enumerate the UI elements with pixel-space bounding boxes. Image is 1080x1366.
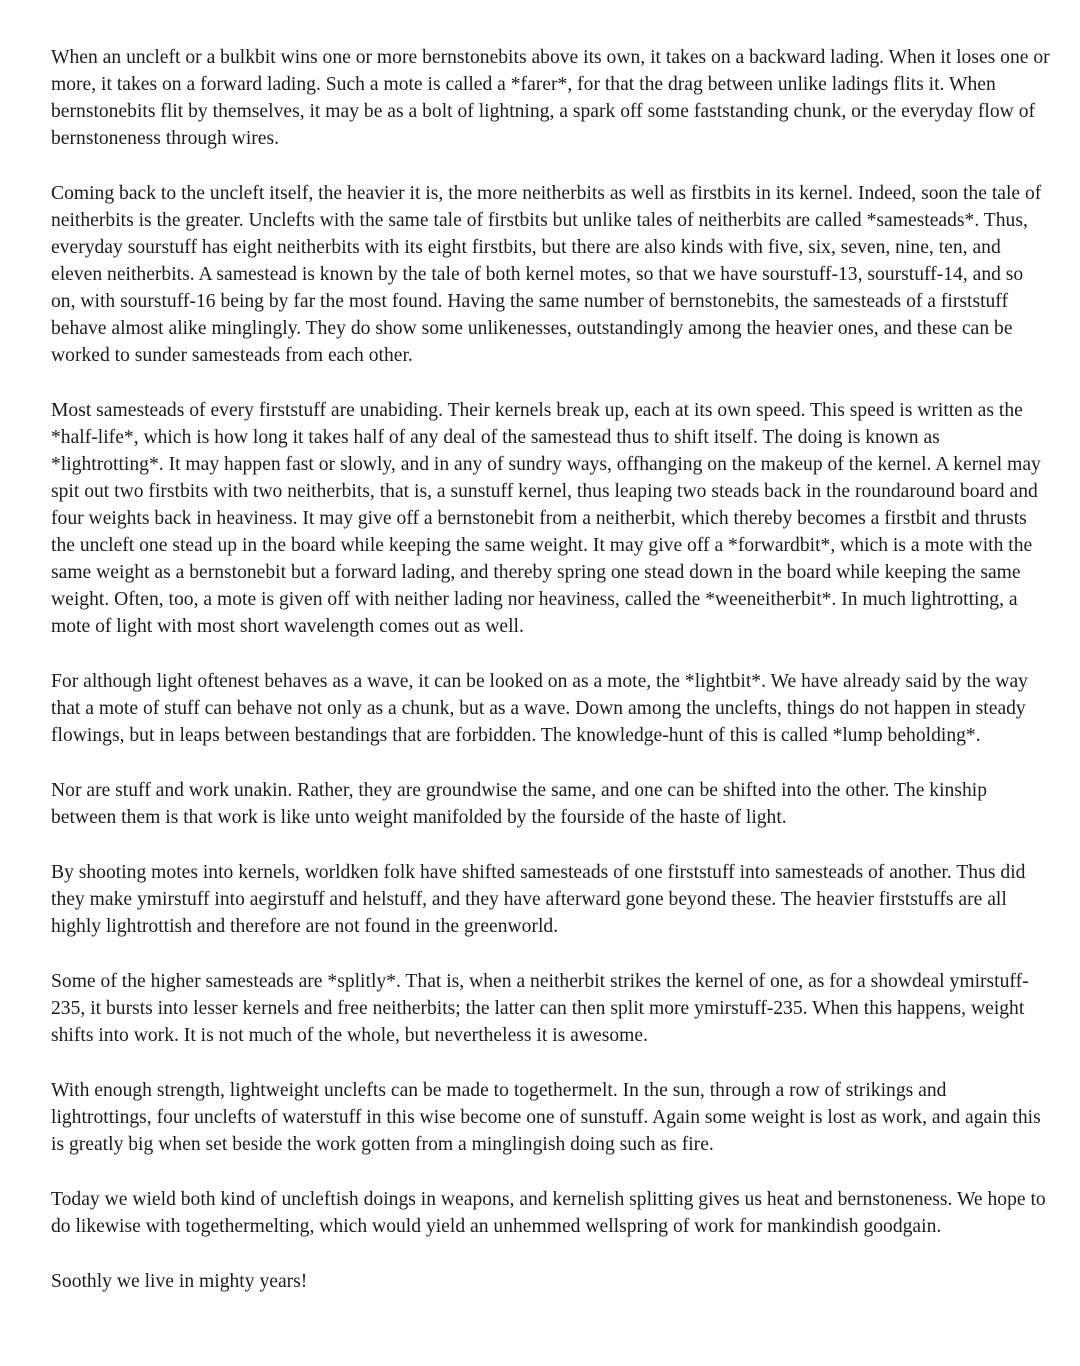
paragraph-today: Today we wield both kind of uncleftish doings in weapons, and kernelish splitting gives us heat and bernstoneness. We hope to do likewise with togethermelting, which would yield an unhemmed wellspring of work for mankindish goodgain. — [51, 1189, 1046, 1237]
paragraph-togethermelt: With enough strength, lightweight unclefts can be made to togethermelt. In the sun, through a row of strikings and lightrottings, four unclefts of waterstuff in this wise become one of sunstuff. Again some weight is lost as work, and again this is greatly big when set beside the work gotten from a minglingish doing such as fire. — [51, 1080, 1041, 1155]
paragraph-closing: Soothly we live in mighty years! — [51, 1271, 308, 1292]
paragraph-stuff-and-work: Nor are stuff and work unakin. Rather, they are groundwise the same, and one can be shifted into the other. The kinship between them is that work is like unto weight manifolded by the fourside of the haste of light. — [51, 780, 988, 828]
paragraph-splitly: Some of the higher samesteads are *splitly*. That is, when a neitherbit strikes the kernel of one, as for a showdeal ymirstuff-235, it bursts into lesser kernels and free neitherbits; the latter can then split more ymirstuff-235. When this happens, weight shifts into work. It is not much of the whole, but nevertheless it is awesome. — [51, 971, 1029, 1046]
paragraph-lightbit: For although light oftenest behaves as a wave, it can be looked on as a mote, the *lightbit*. We have already said by the way that a mote of stuff can behave not only as a chunk, but as a wave. Down among the unclefts, things do not happen in steady flowings, but in leaps between bestandings that are forbidden. The knowledge-hunt of this is called *lump beholding*. — [51, 671, 1028, 746]
document-body — [51, 44, 1051, 1323]
paragraph-lightrotting: Most samesteads of every firststuff are unabiding. Their kernels break up, each at its own speed. This speed is written as the *half-life*, which is how long it takes half of any deal of the samestead thus to shift itself. The doing is known as *lightrotting*. It may happen fast or slowly, and in any of sundry ways, offhanging on the makeup of the kernel. A kernel may spit out two firstbits with two neitherbits, that is, a sunstuff kernel, thus leaping two steads back in the roundaround board and four weights back in heaviness. It may give off a bernstonebit from a neitherbit, which thereby becomes a firstbit and thrusts the uncleft one stead up in the board while keeping the same weight. It may give off a *forwardbit*, which is a mote with the same weight as a bernstonebit but a forward lading, and thereby spring one stead down in the board while keeping the same weight. Often, too, a mote is given off with neither lading nor heaviness, called the *weeneitherbit*. In much lightrotting, a mote of light with most short wavelength comes out as well. — [51, 400, 1041, 637]
paragraph-shooting-motes: By shooting motes into kernels, worldken folk have shifted samesteads of one firststuff into samesteads of another. Thus did they make ymirstuff into aegirstuff and helstuff, and they have afterward gone beyond these. The heavier firststuffs are all highly lightrottish and therefore are not found in the greenworld. — [51, 862, 1026, 937]
paragraph-samesteads: Coming back to the uncleft itself, the heavier it is, the more neitherbits as well as firstbits in its kernel. Indeed, soon the tale of neitherbits is the greater. Unclefts with the same tale of firstbits but unlike tales of neitherbits are called *samesteads*. Thus, everyday sourstuff has eight neitherbits with its eight firstbits, but there are also kinds with five, six, seven, nine, ten, and eleven neitherbits. A samestead is known by the tale of both kernel motes, so that we have sourstuff-13, sourstuff-14, and so on, with sourstuff-16 being by far the most found. Having the same number of bernstonebits, the samesteads of a firststuff behave almost alike minglingly. They do show some unlikenesses, outstandingly among the heavier ones, and these can be worked to sunder samesteads from each other. — [51, 183, 1042, 366]
paragraph-farer: When an uncleft or a bulkbit wins one or more bernstonebits above its own, it takes on a backward lading. When it loses one or more, it takes on a forward lading. Such a mote is called a *farer*, for that the drag between unlike ladings flits it. When bernstonebits flit by themselves, it may be as a bolt of lightning, a spark off some faststanding chunk, or the everyday flow of bernstoneness through wires. — [51, 47, 1050, 149]
